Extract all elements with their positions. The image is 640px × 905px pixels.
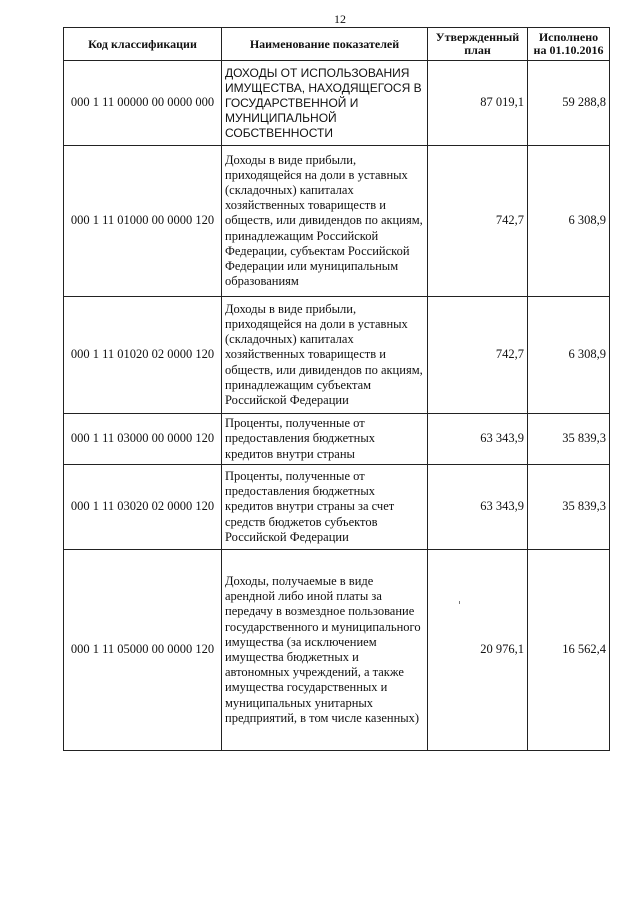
header-plan: Утвержденный план bbox=[428, 28, 528, 61]
indicator-name: Доходы в виде прибыли, приходящейся на доли в уставных (складочных) капиталах хозяйственных товариществ и обществ, или дивидендов по акциям, принадлежащим субъектам Российской Федерации bbox=[222, 297, 428, 414]
scan-speck bbox=[459, 601, 460, 604]
table-row bbox=[64, 297, 610, 414]
classification-code: 000 1 11 00000 00 0000 000 bbox=[64, 61, 222, 146]
indicator-name: Проценты, полученные от предоставления бюджетных кредитов внутри страны bbox=[222, 414, 428, 465]
executed-value: 16 562,4 bbox=[528, 550, 610, 751]
table-row bbox=[64, 550, 610, 751]
header-code: Код классификации bbox=[64, 28, 222, 61]
executed-value: 6 308,9 bbox=[528, 297, 610, 414]
header-name: Наименование показателей bbox=[222, 28, 428, 61]
plan-value: 87 019,1 bbox=[428, 61, 528, 146]
table-row bbox=[64, 146, 610, 297]
revenue-table bbox=[63, 27, 610, 751]
plan-value: 63 343,9 bbox=[428, 414, 528, 465]
header-executed: Исполнено на 01.10.2016 bbox=[528, 28, 610, 61]
indicator-name: Доходы в виде прибыли, приходящейся на доли в уставных (складочных) капиталах хозяйственных товариществ и обществ, или дивидендов по акциям, принадлежащим Российской Федерации, субъектам Российской Федерации или муниципальным образованиям bbox=[222, 146, 428, 297]
plan-value: 20 976,1 bbox=[428, 550, 528, 751]
executed-value: 59 288,8 bbox=[528, 61, 610, 146]
classification-code: 000 1 11 01000 00 0000 120 bbox=[64, 146, 222, 297]
classification-code: 000 1 11 03000 00 0000 120 bbox=[64, 414, 222, 465]
plan-value: 742,7 bbox=[428, 146, 528, 297]
plan-value: 742,7 bbox=[428, 297, 528, 414]
table-row bbox=[64, 414, 610, 465]
indicator-name: Доходы, получаемые в виде арендной либо иной платы за передачу в возмездное пользование государственного и муниципального имущества (за исключением имущества бюджетных и автономных учреждений, а также имущества государственных и муниципальных унитарных предприятий, в том числе казенных) bbox=[222, 550, 428, 751]
indicator-name: Проценты, полученные от предоставления бюджетных кредитов внутри страны за счет средств бюджетов субъектов Российской Федерации bbox=[222, 465, 428, 550]
classification-code: 000 1 11 03020 02 0000 120 bbox=[64, 465, 222, 550]
page-number: 12 bbox=[334, 12, 346, 26]
classification-code: 000 1 11 05000 00 0000 120 bbox=[64, 550, 222, 751]
classification-code: 000 1 11 01020 02 0000 120 bbox=[64, 297, 222, 414]
table-row bbox=[64, 465, 610, 550]
executed-value: 35 839,3 bbox=[528, 414, 610, 465]
indicator-name: ДОХОДЫ ОТ ИСПОЛЬЗОВАНИЯ ИМУЩЕСТВА, НАХОДЯЩЕГОСЯ В ГОСУДАРСТВЕННОЙ И МУНИЦИПАЛЬНОЙ СОБСТВЕННОСТИ bbox=[222, 61, 428, 146]
table-row bbox=[64, 61, 610, 146]
table-header-row bbox=[64, 28, 610, 61]
executed-value: 6 308,9 bbox=[528, 146, 610, 297]
executed-value: 35 839,3 bbox=[528, 465, 610, 550]
plan-value: 63 343,9 bbox=[428, 465, 528, 550]
